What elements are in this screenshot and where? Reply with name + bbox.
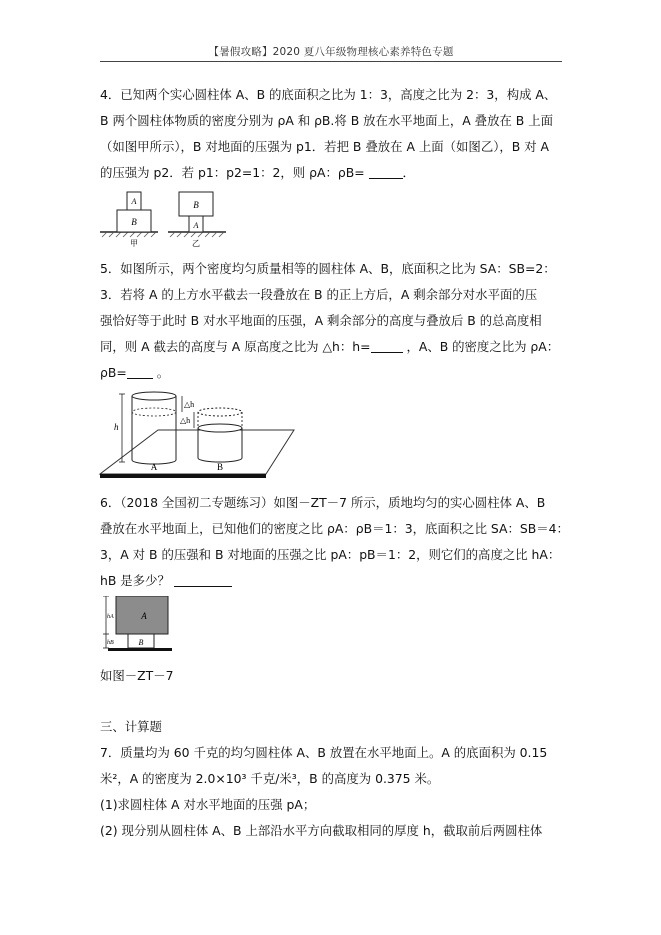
q7-line-2: 米²，A 的密度为 2.0×10³ 千克/米³，B 的高度为 0.375 米。 — [100, 771, 440, 786]
q4-fig-jia-label-a: A — [131, 197, 137, 206]
q4-line-4-text: 的压强为 p2．若 p1：p2=1：2，则 ρA：ρB= — [100, 165, 369, 180]
q5-line-5-tail: 。 — [152, 365, 170, 380]
q5-line-5-text: ρB= — [100, 365, 127, 380]
q6-line-1: 6．（2018 全国初二专题练习）如图－ZT－7 所示，质地均匀的实心圆柱体 A、B — [100, 495, 546, 510]
q5-answer-blank-1[interactable] — [371, 337, 403, 353]
q5-fig-label-b: B — [216, 462, 224, 472]
q7-line-3: (1)求圆柱体 A 对水平地面的压强 pA； — [100, 797, 316, 812]
q5-cylinder-a — [132, 392, 176, 464]
q6-fig-label-a: A — [141, 611, 147, 621]
q7-line-4: (2) 现分别从圆柱体 A、B 上部沿水平方向截取相同的厚度 h，截取前后两圆柱体 — [100, 823, 543, 838]
q5-figure — [98, 390, 298, 482]
q4-line-2: B 两个圆柱体物质的密度分别为 ρA 和 ρB.将 B 放在水平地面上，A 叠放在 B 上面 — [100, 113, 554, 128]
q6-fig-label-hb: hB — [107, 640, 114, 646]
q4-line-1: 4．已知两个实心圆柱体 A、B 的底面积之比为 1：3，高度之比为 2：3，构成 A、 — [100, 87, 557, 102]
q5-fig-label-h: h — [114, 422, 119, 432]
q6-figure-caption: 如图－ZT－7 — [100, 668, 174, 683]
q4-fig-jia-label-b: B — [131, 217, 137, 227]
q4-answer-blank[interactable] — [369, 163, 403, 179]
q5-answer-blank-2[interactable] — [127, 363, 153, 379]
q4-figure — [98, 188, 233, 248]
q4-fig-jia — [100, 192, 158, 248]
q5-line-5 — [100, 360, 570, 387]
q5-cylinder-b — [198, 408, 242, 462]
q5-fig-label-dh-a: △h — [184, 400, 195, 409]
q6-figure — [98, 596, 178, 652]
header-divider — [100, 61, 562, 62]
q6-fig-label-b: B — [138, 638, 144, 647]
q4-line-4 — [100, 160, 570, 187]
q5-line-3: 强恰好等于此时 B 对水平地面的压强，A 剩余部分的高度与叠放后 B 的总高度相 — [100, 313, 542, 328]
q7-line-1: 7．质量均为 60 千克的均匀圆柱体 A、B 放置在水平地面上。A 的底面积为 0.15 — [100, 745, 548, 760]
q6-answer-blank[interactable] — [174, 571, 232, 587]
q5-line-4-text: 同，则 A 截去的高度与 A 原高度之比为 △h：h= — [100, 339, 371, 354]
q4-line-3: （如图甲所示），B 对地面的压强为 p1．若把 B 叠放在 A 上面（如图乙），B 对 A — [100, 139, 550, 154]
q5-line-2: 3．若将 A 的上方水平截去一段叠放在 B 的正上方后，A 剩余部分对水平面的压 — [100, 287, 538, 302]
q4-fig-jia-caption: 甲 — [130, 239, 138, 248]
q5-line-4 — [100, 334, 570, 361]
q5-fig-label-a: A — [150, 462, 158, 472]
q4-fig-yi-label-b: B — [193, 200, 199, 210]
q4-fig-yi-label-a: A — [193, 221, 199, 230]
section-3-title: 三、计算题 — [100, 719, 162, 734]
q6-line-2: 叠放在水平地面上，已知他们的密度之比 ρA：ρB＝1：3，底面积之比 SA：SB＝4： — [100, 521, 569, 536]
q6-line-3: 3，A 对 B 的压强和 B 对地面的压强之比 pA：pB＝1：2，则它们的高度之比 hA： — [100, 547, 561, 562]
q6-line-4-text: hB 是多少？ — [100, 573, 170, 588]
page-header: 【暑假攻略】2020 夏八年级物理核心素养特色专题 — [208, 46, 454, 58]
q6-fig-label-ha: hA — [107, 614, 114, 620]
q4-fig-yi — [168, 192, 226, 248]
q4-line-4-tail: ． — [402, 165, 415, 180]
q5-fig-label-dh-b: △h — [180, 416, 191, 425]
q6-line-4 — [100, 568, 570, 595]
q4-fig-yi-caption: 乙 — [192, 239, 200, 248]
q5-line-1: 5．如图所示，两个密度均匀质量相等的圆柱体 A、B，底面积之比为 SA：SB=2： — [100, 261, 556, 276]
q5-line-4-tail: ，A、B 的密度之比为 ρA： — [402, 339, 560, 354]
